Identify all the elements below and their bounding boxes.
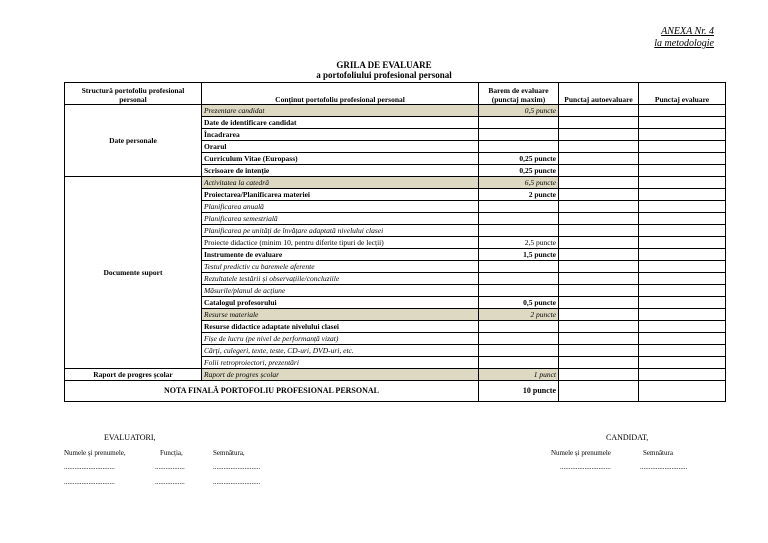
content-cell: Cărți, culegeri, texte, teste, CD-uri, DVD-uri, etc.	[202, 345, 479, 357]
eval-cell	[639, 237, 726, 249]
eval-cell	[639, 285, 726, 297]
score-cell	[479, 213, 559, 225]
evaluators-heading: EVALUATORI,	[104, 433, 156, 442]
self-eval-cell	[559, 225, 639, 237]
self-eval-cell	[559, 177, 639, 189]
content-cell: Activitatea la catedră	[202, 177, 479, 189]
final-row	[65, 381, 726, 402]
evaluation-grid-table	[64, 82, 726, 402]
self-eval-cell	[559, 249, 639, 261]
self-eval-cell	[559, 141, 639, 153]
eval-cell	[639, 153, 726, 165]
self-eval-cell	[559, 165, 639, 177]
section-name: Documente suport	[65, 177, 202, 369]
evaluator-2-function-line: .................	[155, 478, 185, 486]
self-eval-cell	[559, 273, 639, 285]
content-cell: Resurse materiale	[202, 309, 479, 321]
eval-cell	[639, 333, 726, 345]
title-line-1: GRILA DE EVALUARE	[336, 60, 432, 70]
score-cell	[479, 345, 559, 357]
content-cell: Proiecte didactice (minim 10, pentru diferite tipuri de lecții)	[202, 237, 479, 249]
self-eval-cell	[559, 129, 639, 141]
self-eval-cell	[559, 201, 639, 213]
score-cell	[479, 117, 559, 129]
table-row	[65, 369, 726, 381]
score-cell	[479, 201, 559, 213]
evaluator-1-signature-line: ...........................	[213, 463, 261, 471]
score-cell: 0,5 puncte	[479, 297, 559, 309]
header-eval: Punctaj evaluare	[639, 83, 726, 105]
score-cell	[479, 357, 559, 369]
self-eval-cell	[559, 189, 639, 201]
section-name: Date personale	[65, 105, 202, 177]
table-row	[65, 177, 726, 189]
score-cell: 2 puncte	[479, 189, 559, 201]
document-title	[0, 60, 768, 80]
eval-cell	[639, 357, 726, 369]
score-cell: 2,5 puncte	[479, 237, 559, 249]
evaluator-function-label: Funcția,	[160, 449, 183, 457]
score-cell	[479, 141, 559, 153]
final-label: NOTA FINALĂ PORTOFOLIU PROFESIONAL PERSONAL	[65, 381, 479, 402]
eval-cell	[639, 213, 726, 225]
eval-cell	[639, 129, 726, 141]
annex-methodology: la metodologie	[654, 38, 714, 49]
eval-cell	[639, 189, 726, 201]
self-eval-cell	[559, 261, 639, 273]
self-eval-cell	[559, 333, 639, 345]
final-eval-cell	[639, 381, 726, 402]
content-cell: Resurse didactice adaptate nivelului clasei	[202, 321, 479, 333]
header-self-eval: Punctaj autoevaluare	[559, 83, 639, 105]
evaluator-signature-label: Semnătura,	[213, 449, 245, 457]
eval-cell	[639, 201, 726, 213]
content-cell: Proiectarea/Planificarea materiei	[202, 189, 479, 201]
eval-cell	[639, 141, 726, 153]
score-cell	[479, 225, 559, 237]
score-cell	[479, 129, 559, 141]
content-cell: Rezultatele testării și observațiile/concluziile	[202, 273, 479, 285]
final-self-cell	[559, 381, 639, 402]
header-structure: Structură portofoliu profesional personal	[65, 83, 202, 105]
eval-cell	[639, 345, 726, 357]
content-cell: Orarul	[202, 141, 479, 153]
content-cell: Planificarea anuală	[202, 201, 479, 213]
candidate-signature-label: Semnătura	[643, 449, 673, 457]
self-eval-cell	[559, 213, 639, 225]
eval-cell	[639, 177, 726, 189]
content-cell: Date de identificare candidat	[202, 117, 479, 129]
eval-cell	[639, 117, 726, 129]
candidate-name-label: Numele și prenumele	[551, 449, 611, 457]
self-eval-cell	[559, 105, 639, 117]
content-cell: Planificarea pe unități de învățare adaptată nivelului clasei	[202, 225, 479, 237]
self-eval-cell	[559, 369, 639, 381]
score-cell	[479, 333, 559, 345]
score-cell: 0,5 puncte	[479, 105, 559, 117]
eval-cell	[639, 321, 726, 333]
content-cell: Raport de progres școlar	[202, 369, 479, 381]
evaluator-name-label: Numele și prenumele,	[64, 449, 126, 457]
score-cell	[479, 261, 559, 273]
content-cell: Folii retroproiectori, prezentări	[202, 357, 479, 369]
grid-body	[65, 105, 726, 381]
content-cell: Prezentare candidat	[202, 105, 479, 117]
score-cell: 0,25 puncte	[479, 153, 559, 165]
self-eval-cell	[559, 117, 639, 129]
candidate-signature-line: ...........................	[640, 463, 688, 471]
eval-cell	[639, 249, 726, 261]
evaluator-1-function-line: .................	[155, 463, 185, 471]
self-eval-cell	[559, 297, 639, 309]
content-cell: Testul predictiv cu baremele aferente	[202, 261, 479, 273]
content-cell: Catalogul profesorului	[202, 297, 479, 309]
content-cell: Instrumente de evaluare	[202, 249, 479, 261]
annex-reference	[654, 26, 714, 50]
eval-cell	[639, 369, 726, 381]
final-score: 10 puncte	[479, 381, 559, 402]
score-cell: 1,5 puncte	[479, 249, 559, 261]
title-line-2: a portofoliului profesional personal	[316, 70, 452, 80]
content-cell: Încadrarea	[202, 129, 479, 141]
score-cell	[479, 321, 559, 333]
header-scale: Barem de evaluare (punctaj maxim)	[479, 83, 559, 105]
score-cell: 6,5 puncte	[479, 177, 559, 189]
self-eval-cell	[559, 345, 639, 357]
self-eval-cell	[559, 357, 639, 369]
score-cell: 0,25 puncte	[479, 165, 559, 177]
eval-cell	[639, 105, 726, 117]
eval-cell	[639, 261, 726, 273]
content-cell: Fișe de lucru (pe nivel de performanță vizat)	[202, 333, 479, 345]
section-name: Raport de progres școlar	[65, 369, 202, 381]
table-row	[65, 105, 726, 117]
content-cell: Curriculum Vitae (Europass)	[202, 153, 479, 165]
evaluator-2-signature-line: ...........................	[213, 478, 261, 486]
header-content: Conținut portofoliu profesional personal	[202, 83, 479, 105]
evaluator-2-name-line: .............................	[64, 478, 115, 486]
self-eval-cell	[559, 153, 639, 165]
eval-cell	[639, 273, 726, 285]
eval-cell	[639, 297, 726, 309]
score-cell	[479, 273, 559, 285]
score-cell: 2 puncte	[479, 309, 559, 321]
eval-cell	[639, 225, 726, 237]
content-cell: Scrisoare de intenție	[202, 165, 479, 177]
self-eval-cell	[559, 309, 639, 321]
self-eval-cell	[559, 285, 639, 297]
content-cell: Planificarea semestrială	[202, 213, 479, 225]
eval-cell	[639, 165, 726, 177]
annex-number: ANEXA Nr. 4	[661, 26, 714, 37]
candidate-heading: CANDIDAT,	[606, 433, 649, 442]
self-eval-cell	[559, 321, 639, 333]
score-cell: 1 punct	[479, 369, 559, 381]
candidate-name-line: .............................	[560, 463, 611, 471]
content-cell: Măsurile/planul de acțiune	[202, 285, 479, 297]
score-cell	[479, 285, 559, 297]
header-row	[65, 83, 726, 105]
eval-cell	[639, 309, 726, 321]
self-eval-cell	[559, 237, 639, 249]
evaluator-1-name-line: .............................	[64, 463, 115, 471]
